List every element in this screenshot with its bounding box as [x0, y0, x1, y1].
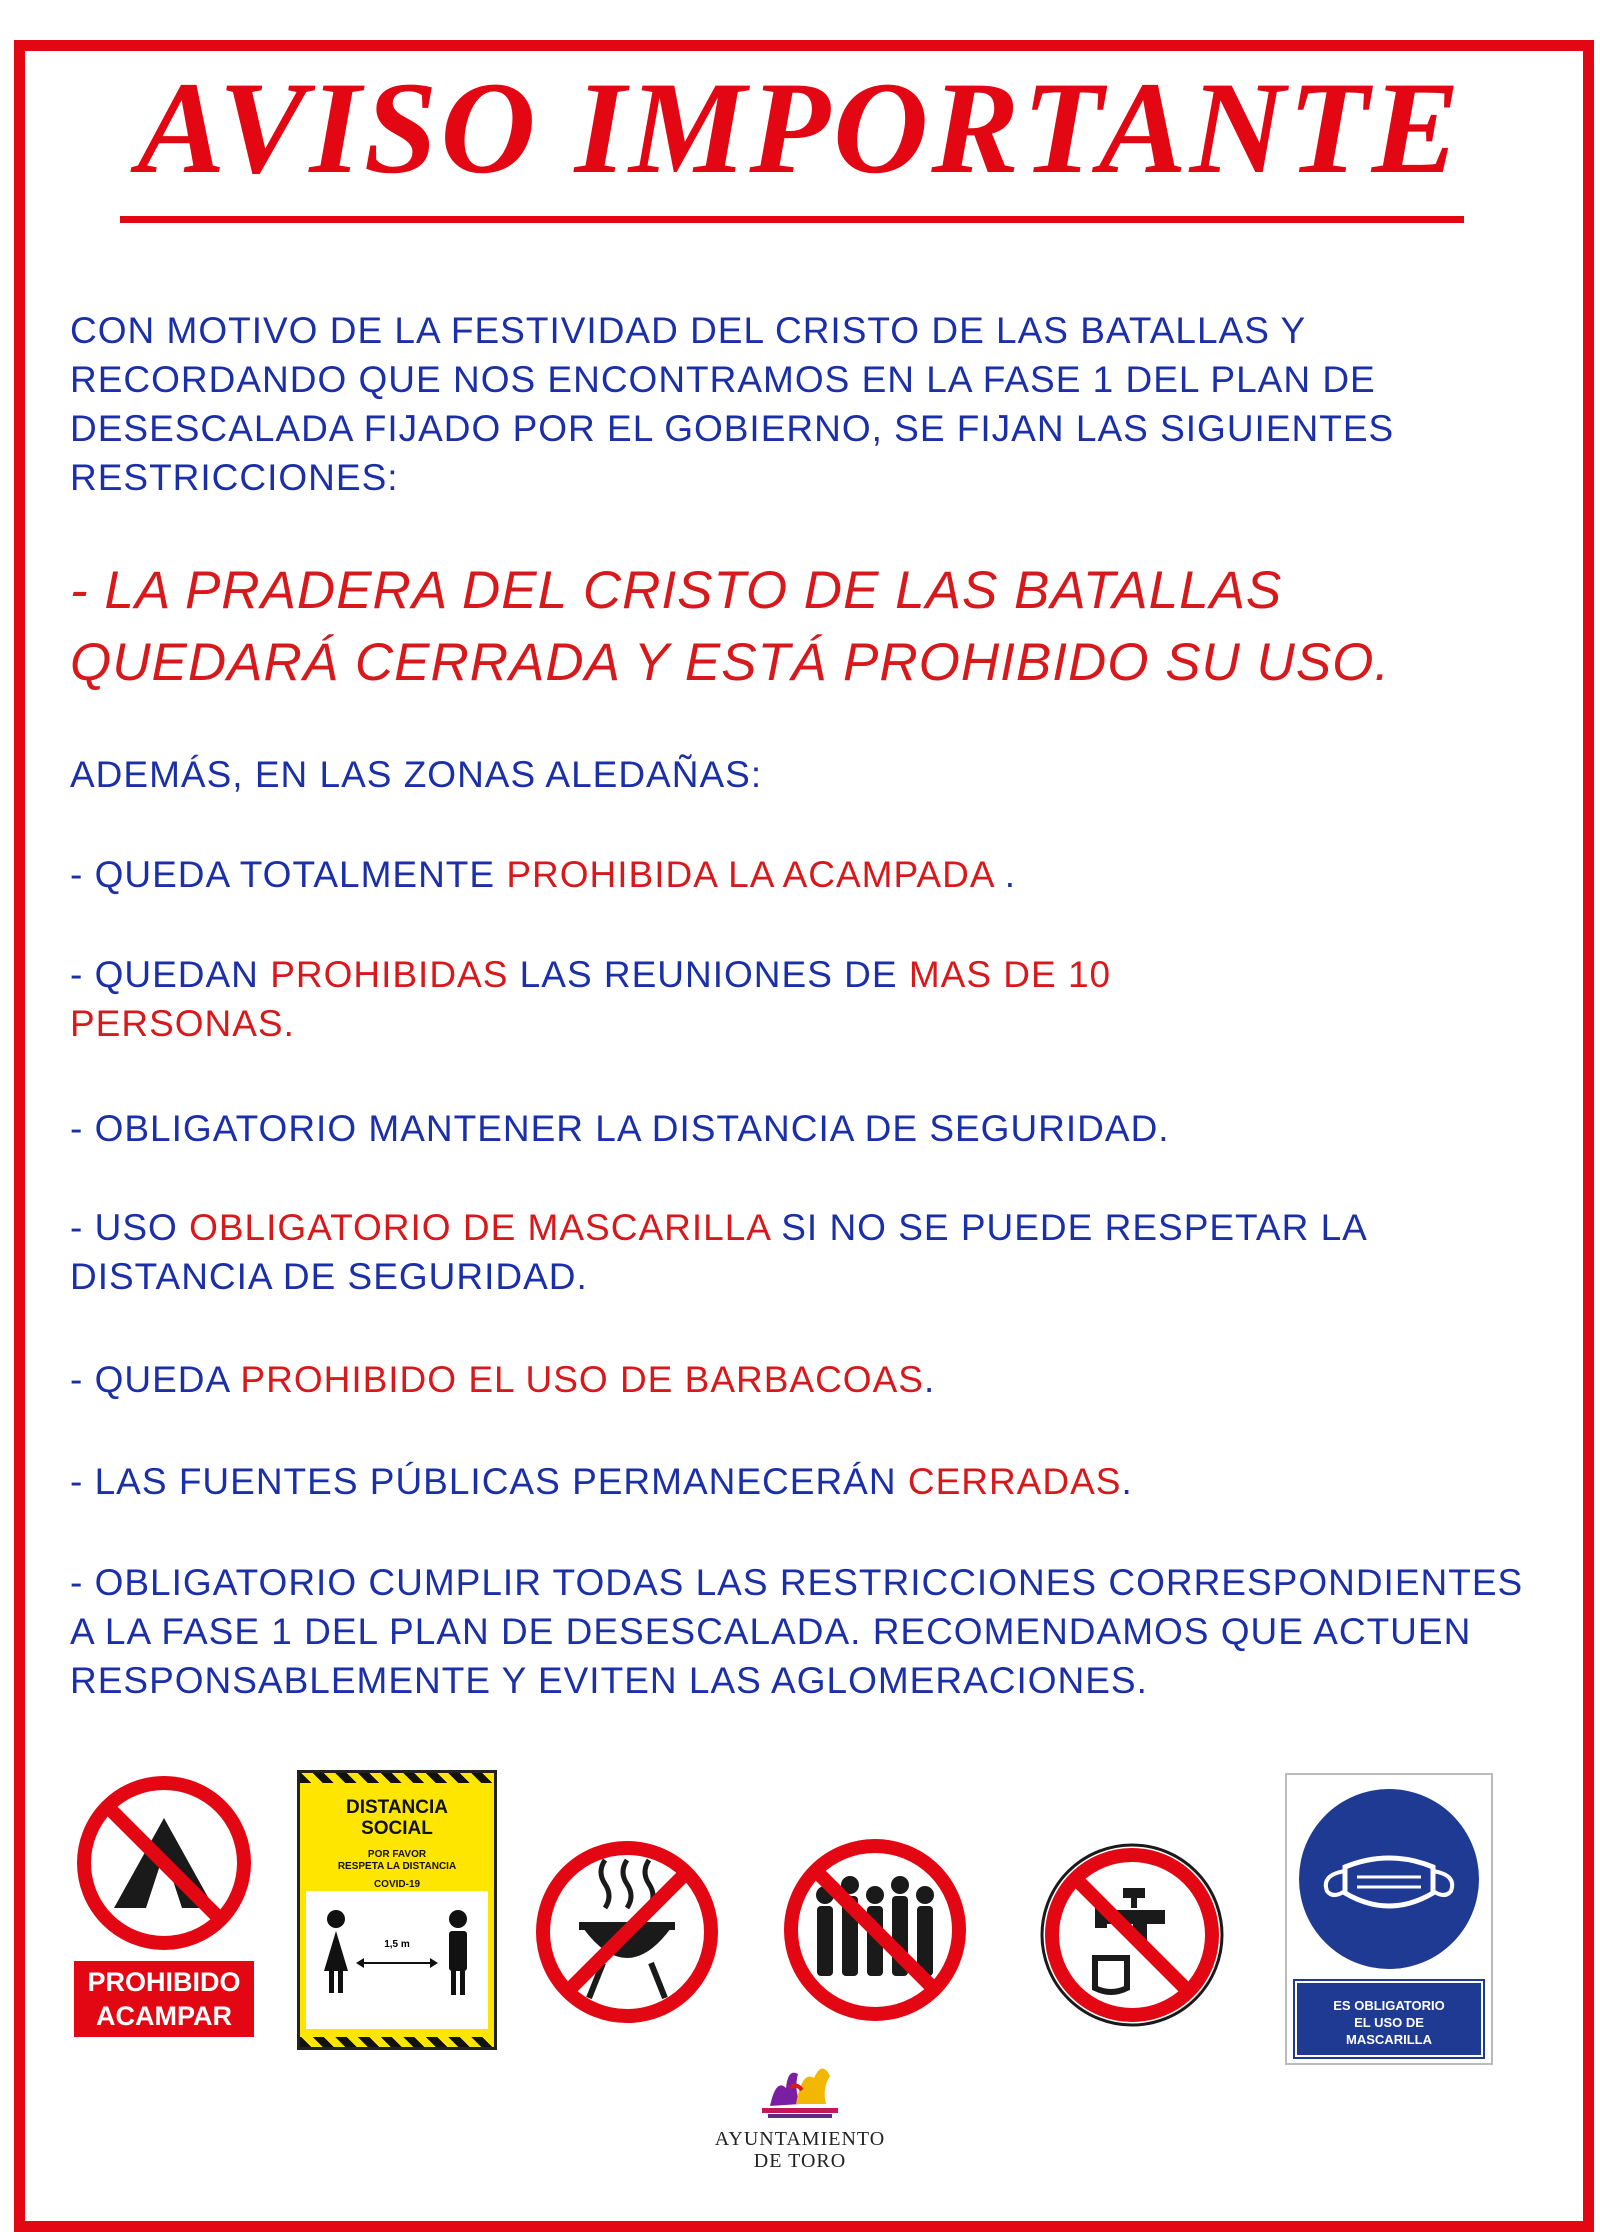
rule-text: SI NO SE PUEDE RESPETAR LA DISTANCIA DE SEGURIDAD. — [70, 1207, 1366, 1297]
hazard-stripe — [300, 1773, 494, 1783]
rule-text: - QUEDA — [70, 1359, 241, 1400]
no-camping-icon — [74, 1773, 254, 1953]
hazard-stripe — [300, 2037, 494, 2047]
municipality-name — [690, 2128, 910, 2172]
rule-emphasis: PROHIBIDO EL USO DE BARBACOAS — [240, 1359, 924, 1400]
sign-line: COVID-19 — [373, 1879, 421, 1890]
mask-mandatory-sign — [1285, 1773, 1493, 2065]
sign-line: EL USO DE — [1354, 2015, 1424, 2030]
social-distance-sign — [297, 1770, 497, 2050]
rule-phase1: - OBLIGATORIO CUMPLIR TODAS LAS RESTRICCIONES CORRESPONDIENTES A LA FASE 1 DEL PLAN DE DESESCALADA. RECOMENDAMOS QUE ACTUEN RESPONSABLEMENTE Y EVITEN LAS AGLOMERACIONES. — [70, 1562, 1524, 1701]
sign-line: ES OBLIGATORIO — [1333, 1998, 1445, 2013]
sign-line: MASCARILLA — [1346, 2032, 1432, 2047]
two-people-icon — [306, 1891, 488, 2011]
rule-text: . — [1121, 1461, 1133, 1502]
distance-subtitle — [300, 1849, 494, 1891]
no-camping-sign — [74, 1773, 254, 2043]
sign-line: DISTANCIA — [345, 1797, 449, 1818]
rule-text: - QUEDA TOTALMENTE — [70, 854, 507, 895]
distance-title — [300, 1797, 494, 1839]
no-barbecue-sign — [533, 1838, 721, 2026]
no-crowd-icon — [780, 1835, 970, 2025]
mask-label — [1295, 1981, 1483, 2057]
rule-text: LAS REUNIONES DE — [508, 954, 909, 995]
distance-meters: 1,5 m — [384, 1939, 410, 1950]
sign-line: PROHIBIDO — [87, 1967, 241, 1997]
rule-barbecue — [70, 1355, 1540, 1404]
rule-mask — [70, 1203, 1540, 1301]
rule-emphasis: PROHIBIDA LA ACAMPADA — [506, 854, 994, 895]
no-fountain-sign — [1035, 1838, 1230, 2033]
poster-title: AVISO IMPORTANTE — [137, 54, 1463, 201]
rule-gatherings — [70, 950, 1250, 1048]
coat-of-arms-icon — [690, 2048, 910, 2128]
sign-line: POR FAVOR — [367, 1849, 427, 1860]
footer-line: DE TORO — [753, 2150, 847, 2172]
rule-fountains — [70, 1457, 1540, 1506]
rule-text: - QUEDAN — [70, 954, 271, 995]
sign-line: RESPETA LA DISTANCIA — [337, 1861, 457, 1872]
sign-line: SOCIAL — [361, 1818, 433, 1839]
rule-text: - USO — [70, 1207, 190, 1248]
highlight-notice: - LA PRADERA DEL CRISTO DE LAS BATALLAS QUEDARÁ CERRADA Y ESTÁ PROHIBIDO SU USO. — [70, 561, 1391, 692]
no-barbecue-icon — [533, 1838, 721, 2026]
rule-text: - LAS FUENTES PÚBLICAS PERMANECERÁN — [70, 1461, 908, 1502]
no-camping-label — [74, 1961, 254, 2037]
rule-emphasis: PROHIBIDAS — [270, 954, 509, 995]
title-underline — [120, 216, 1464, 223]
sign-line: ACAMPAR — [96, 2001, 232, 2031]
rule-emphasis: OBLIGATORIO DE MASCARILLA — [189, 1207, 770, 1248]
face-mask-icon — [1287, 1779, 1491, 1979]
rule-distance: - OBLIGATORIO MANTENER LA DISTANCIA DE SEGURIDAD. — [70, 1108, 1170, 1149]
footer-line: AYUNTAMIENTO — [714, 2128, 886, 2150]
rule-text: . — [993, 854, 1017, 895]
rule-emphasis: MAS DE 10 PERSONAS. — [70, 954, 1112, 1044]
no-water-tap-icon — [1035, 1838, 1230, 2033]
rule-text: . — [923, 1359, 936, 1400]
rule-camping — [70, 850, 1540, 899]
distance-panel — [306, 1891, 488, 2029]
ayuntamiento-logo — [690, 2048, 910, 2198]
no-gatherings-sign — [780, 1835, 970, 2025]
ademas-heading: ADEMÁS, EN LAS ZONAS ALEDAÑAS: — [70, 754, 763, 795]
intro-paragraph: CON MOTIVO DE LA FESTIVIDAD DEL CRISTO DE LAS BATALLAS Y RECORDANDO QUE NOS ENCONTRAMOS EN LA FASE 1 DEL PLAN DE DESESCALADA FIJADO POR EL GOBIERNO, SE FIJAN LAS SIGUIENTES RESTRICCIONES: — [70, 310, 1395, 498]
rule-emphasis: CERRADAS — [907, 1461, 1122, 1502]
